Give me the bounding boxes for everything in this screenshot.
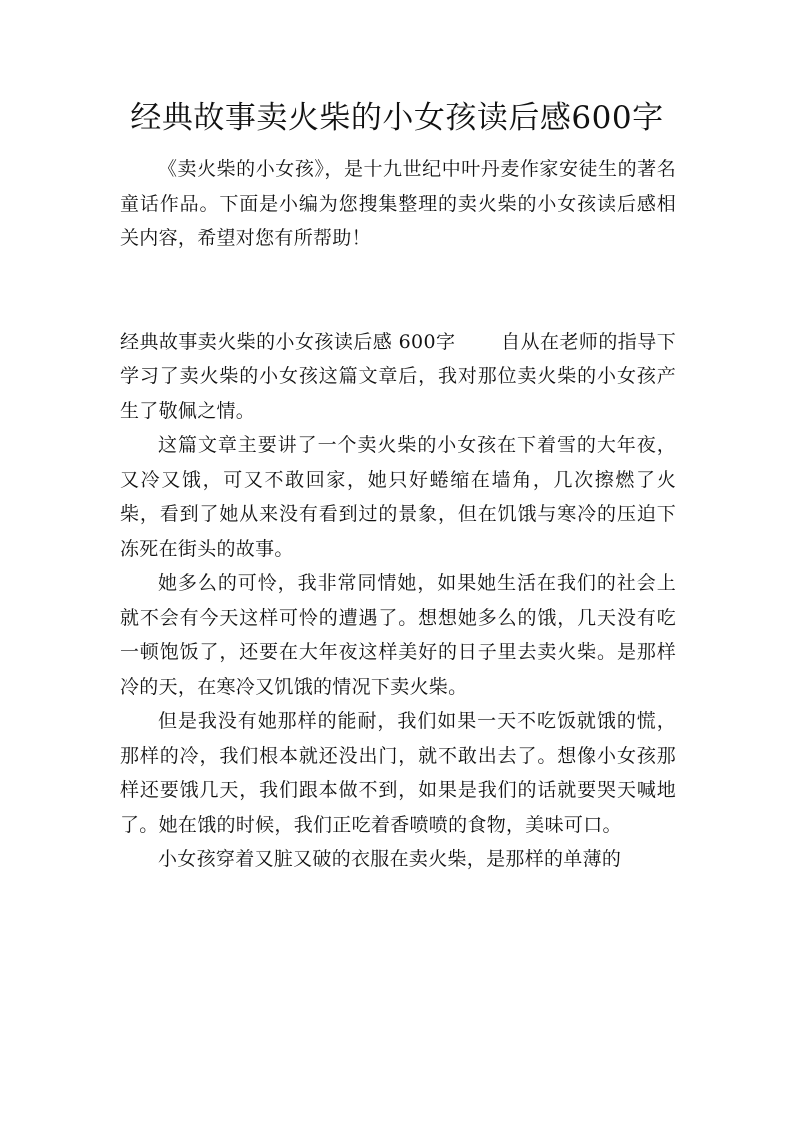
paragraph-4: 但是我没有她那样的能耐，我们如果一天不吃饭就饿的慌，那样的冷，我们根本就还没出门，就不敢出去了。想像小女孩那样还要饿几天，我们跟本做不到，如果是我们的话就要哭天喊地了。她在饿的时候，我们正吃着香喷喷的食物，美味可口。 [120, 710, 676, 836]
paragraph-1: 自从在老师的指导下学习了卖火柴的小女孩这篇文章后，我对那位卖火柴的小女孩产生了敬佩之情。 [120, 330, 676, 422]
intro-paragraph: 《卖火柴的小女孩》，是十九世纪中叶丹麦作家安徒生的著名童话作品。下面是小编为您搜集整理的卖火柴的小女孩读后感相关内容，希望对您有所帮助！ [120, 158, 676, 249]
paragraph-2: 这篇文章主要讲了一个卖火柴的小女孩在下着雪的大年夜，又冷又饿，可又不敢回家，她只好蜷缩在墙角，几次擦燃了火柴，看到了她从来没有看到过的景象，但在饥饿与寒冷的压迫下冻死在街头的故事。 [120, 434, 676, 560]
section-heading: 经典故事卖火柴的小女孩读后感 600字 [120, 330, 456, 353]
section-paragraph [120, 325, 676, 429]
paragraph-spacer [120, 256, 676, 325]
paragraph-5: 小女孩穿着又脏又破的衣服在卖火柴，是那样的单薄的 [158, 848, 622, 870]
document-body [120, 152, 676, 877]
paragraph-3: 她多么的可怜，我非常同情她，如果她生活在我们的社会上就不会有今天这样可怜的遭遇了。想想她多么的饿，几天没有吃一顿饱饭了，还要在大年夜这样美好的日子里去卖火柴。是那样冷的天，在寒冷又饥饿的情况下卖火柴。 [120, 572, 676, 698]
document-title: 经典故事卖火柴的小女孩读后感600字 [130, 100, 664, 136]
